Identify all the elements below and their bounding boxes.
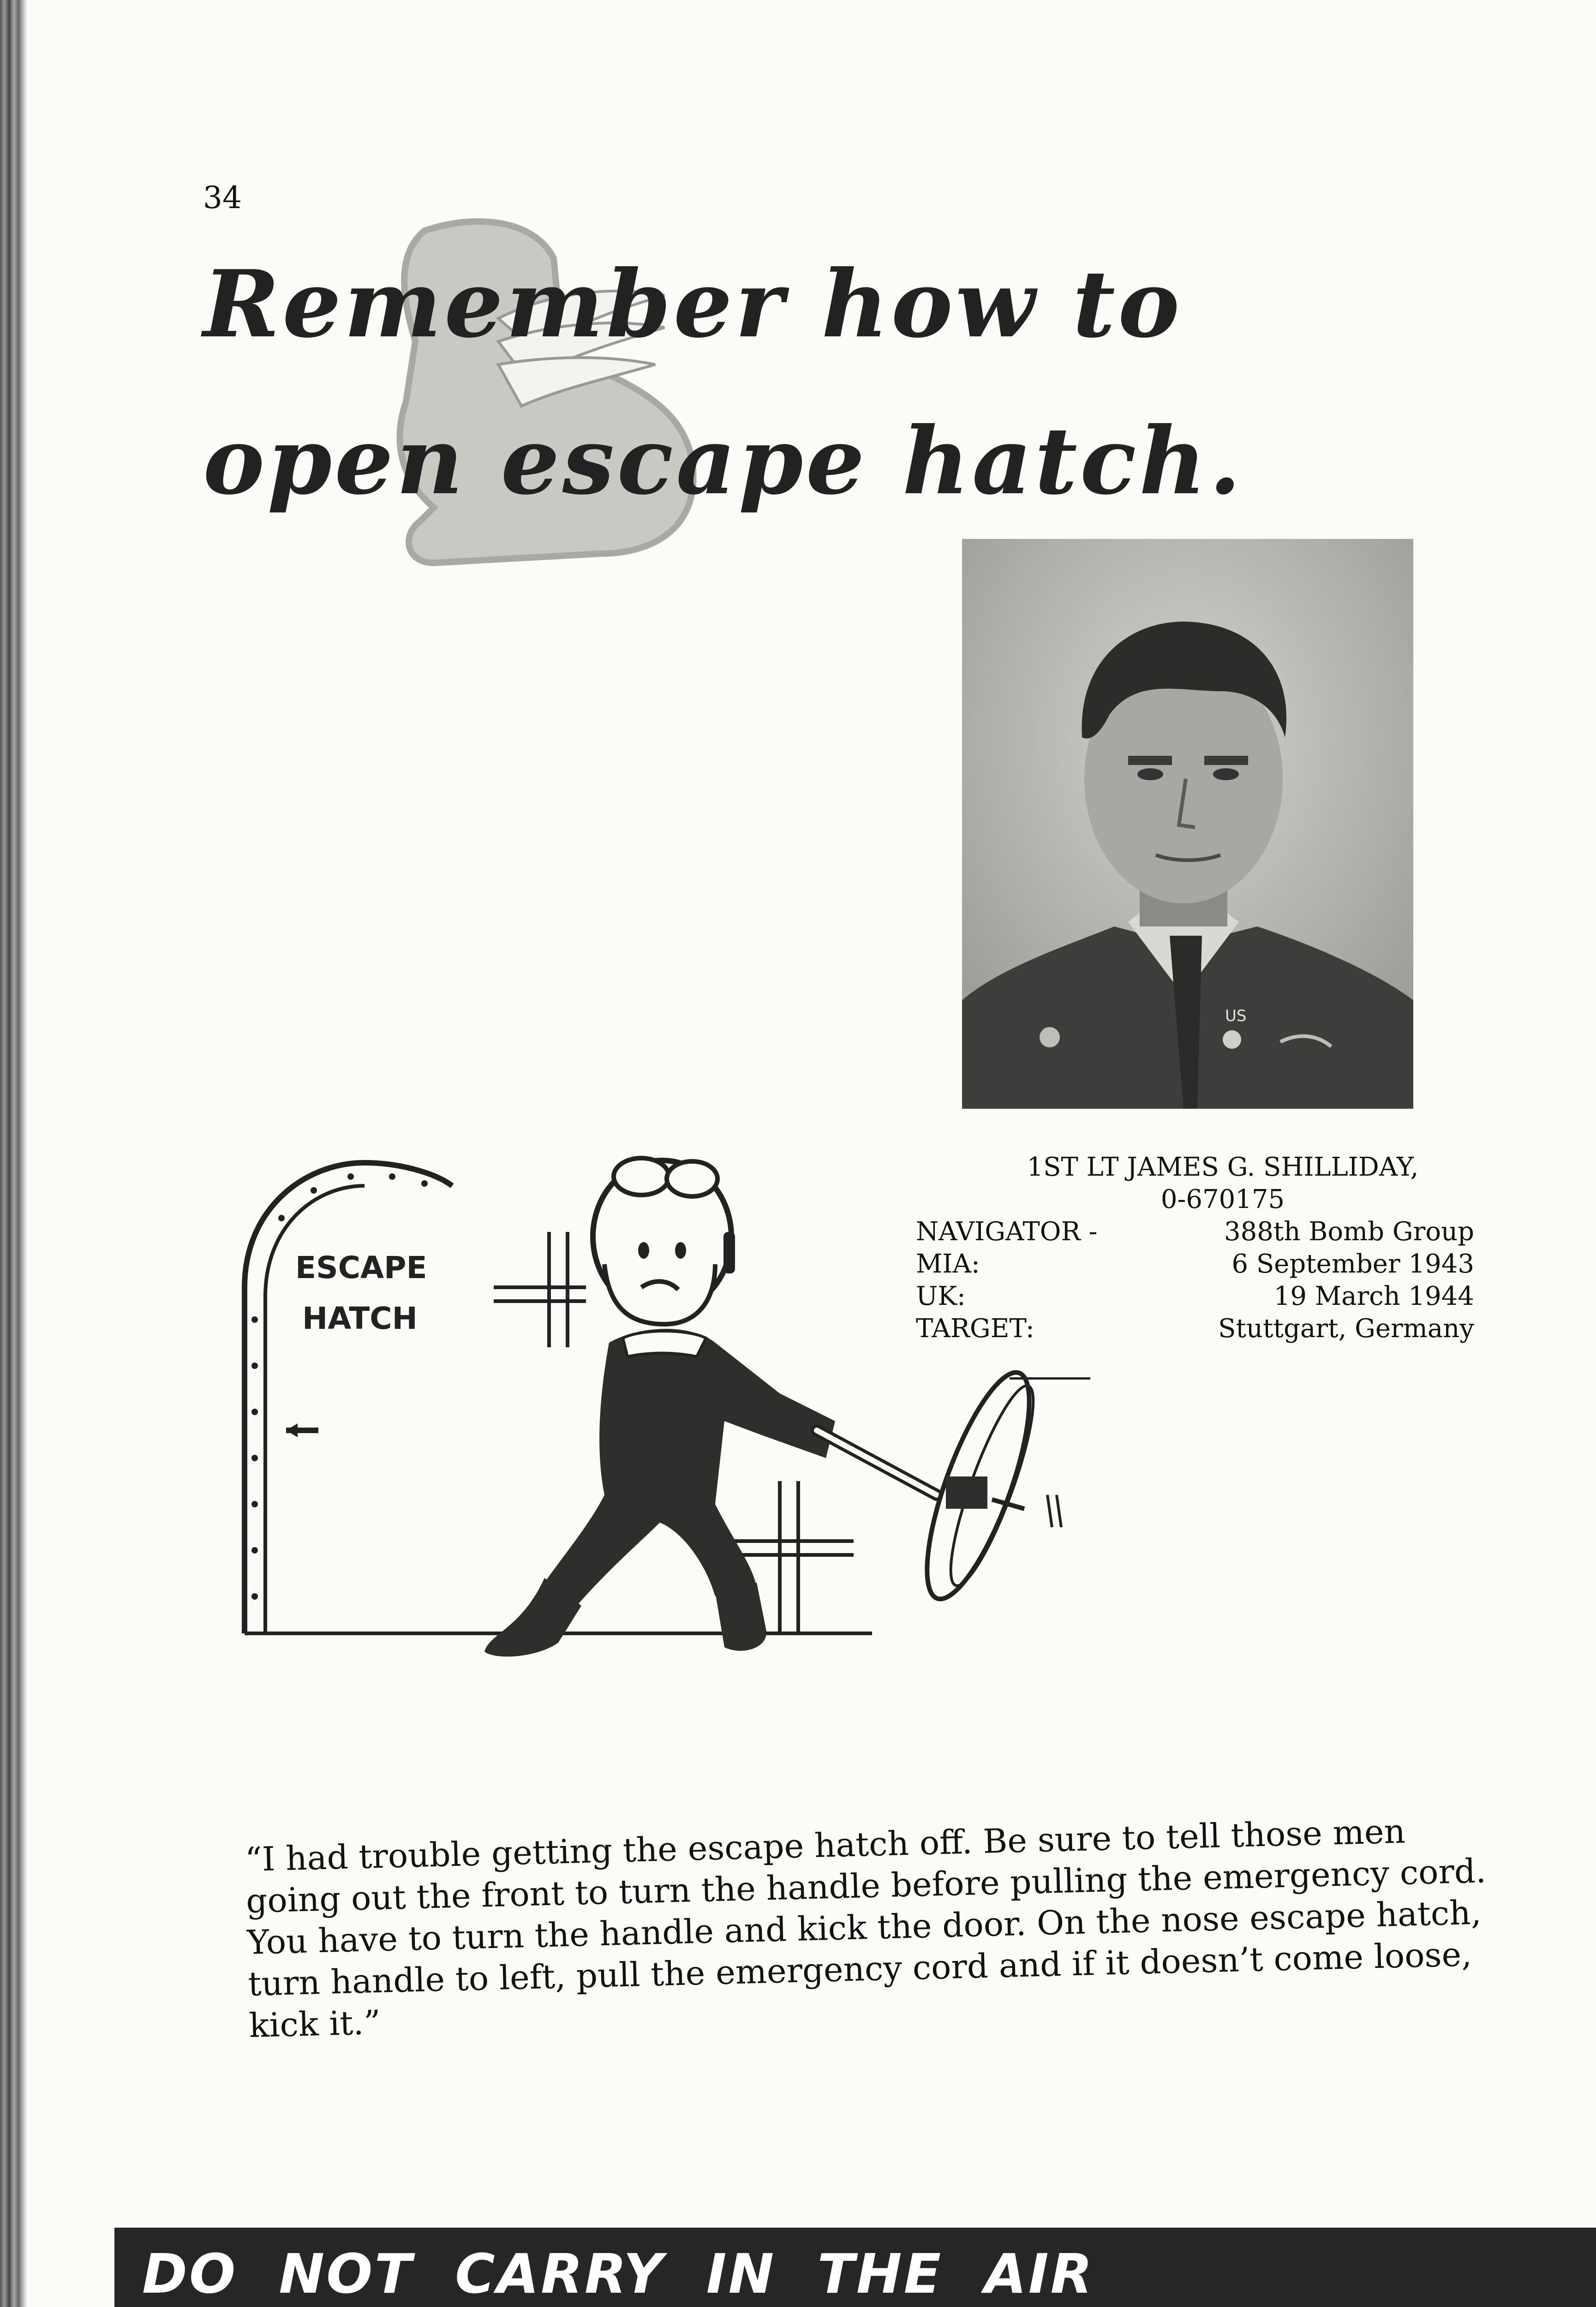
book-page-edge xyxy=(0,0,27,2307)
caption-value: 388th Bomb Group xyxy=(1224,1217,1474,1247)
caption-name: 1ST LT JAMES G. SHILLIDAY, xyxy=(1027,1152,1419,1182)
caption-serial: 0-670175 xyxy=(1160,1184,1285,1214)
page-number: 34 xyxy=(203,180,242,215)
footer-banner xyxy=(114,2228,1596,2307)
caption-label: MIA: xyxy=(916,1249,980,1279)
page-title: Remember how to open escape hatch. xyxy=(203,250,1244,515)
hatch-label-line2: HATCH xyxy=(302,1301,418,1336)
hatch-label-line1: ESCAPE xyxy=(295,1250,427,1285)
quote-text: “I had trouble getting the escape hatch off. Be sure to tell those men going out the front to turn the handle before pulling the emergency cord. You have to turn the handle and kick the door. On the nose escape hatch, turn handle to left, pull the emergency cord and if it doesn’t come loose, kick it.” xyxy=(245,1811,1487,2045)
banner-text: DO NOT CARRY IN THE AIR xyxy=(142,2242,1094,2306)
caption-label: TARGET: xyxy=(916,1314,1034,1344)
caption-value: 19 March 1944 xyxy=(1273,1281,1474,1311)
portrait-photo xyxy=(962,539,1413,1109)
caption-label: UK: xyxy=(916,1281,966,1311)
caption-label: NAVIGATOR - xyxy=(916,1217,1098,1247)
caption-value: 6 September 1943 xyxy=(1231,1249,1474,1279)
escape-hatch-cartoon xyxy=(226,1126,1103,1698)
caption-value: Stuttgart, Germany xyxy=(1218,1314,1474,1344)
us-insignia: US xyxy=(1225,1007,1247,1025)
